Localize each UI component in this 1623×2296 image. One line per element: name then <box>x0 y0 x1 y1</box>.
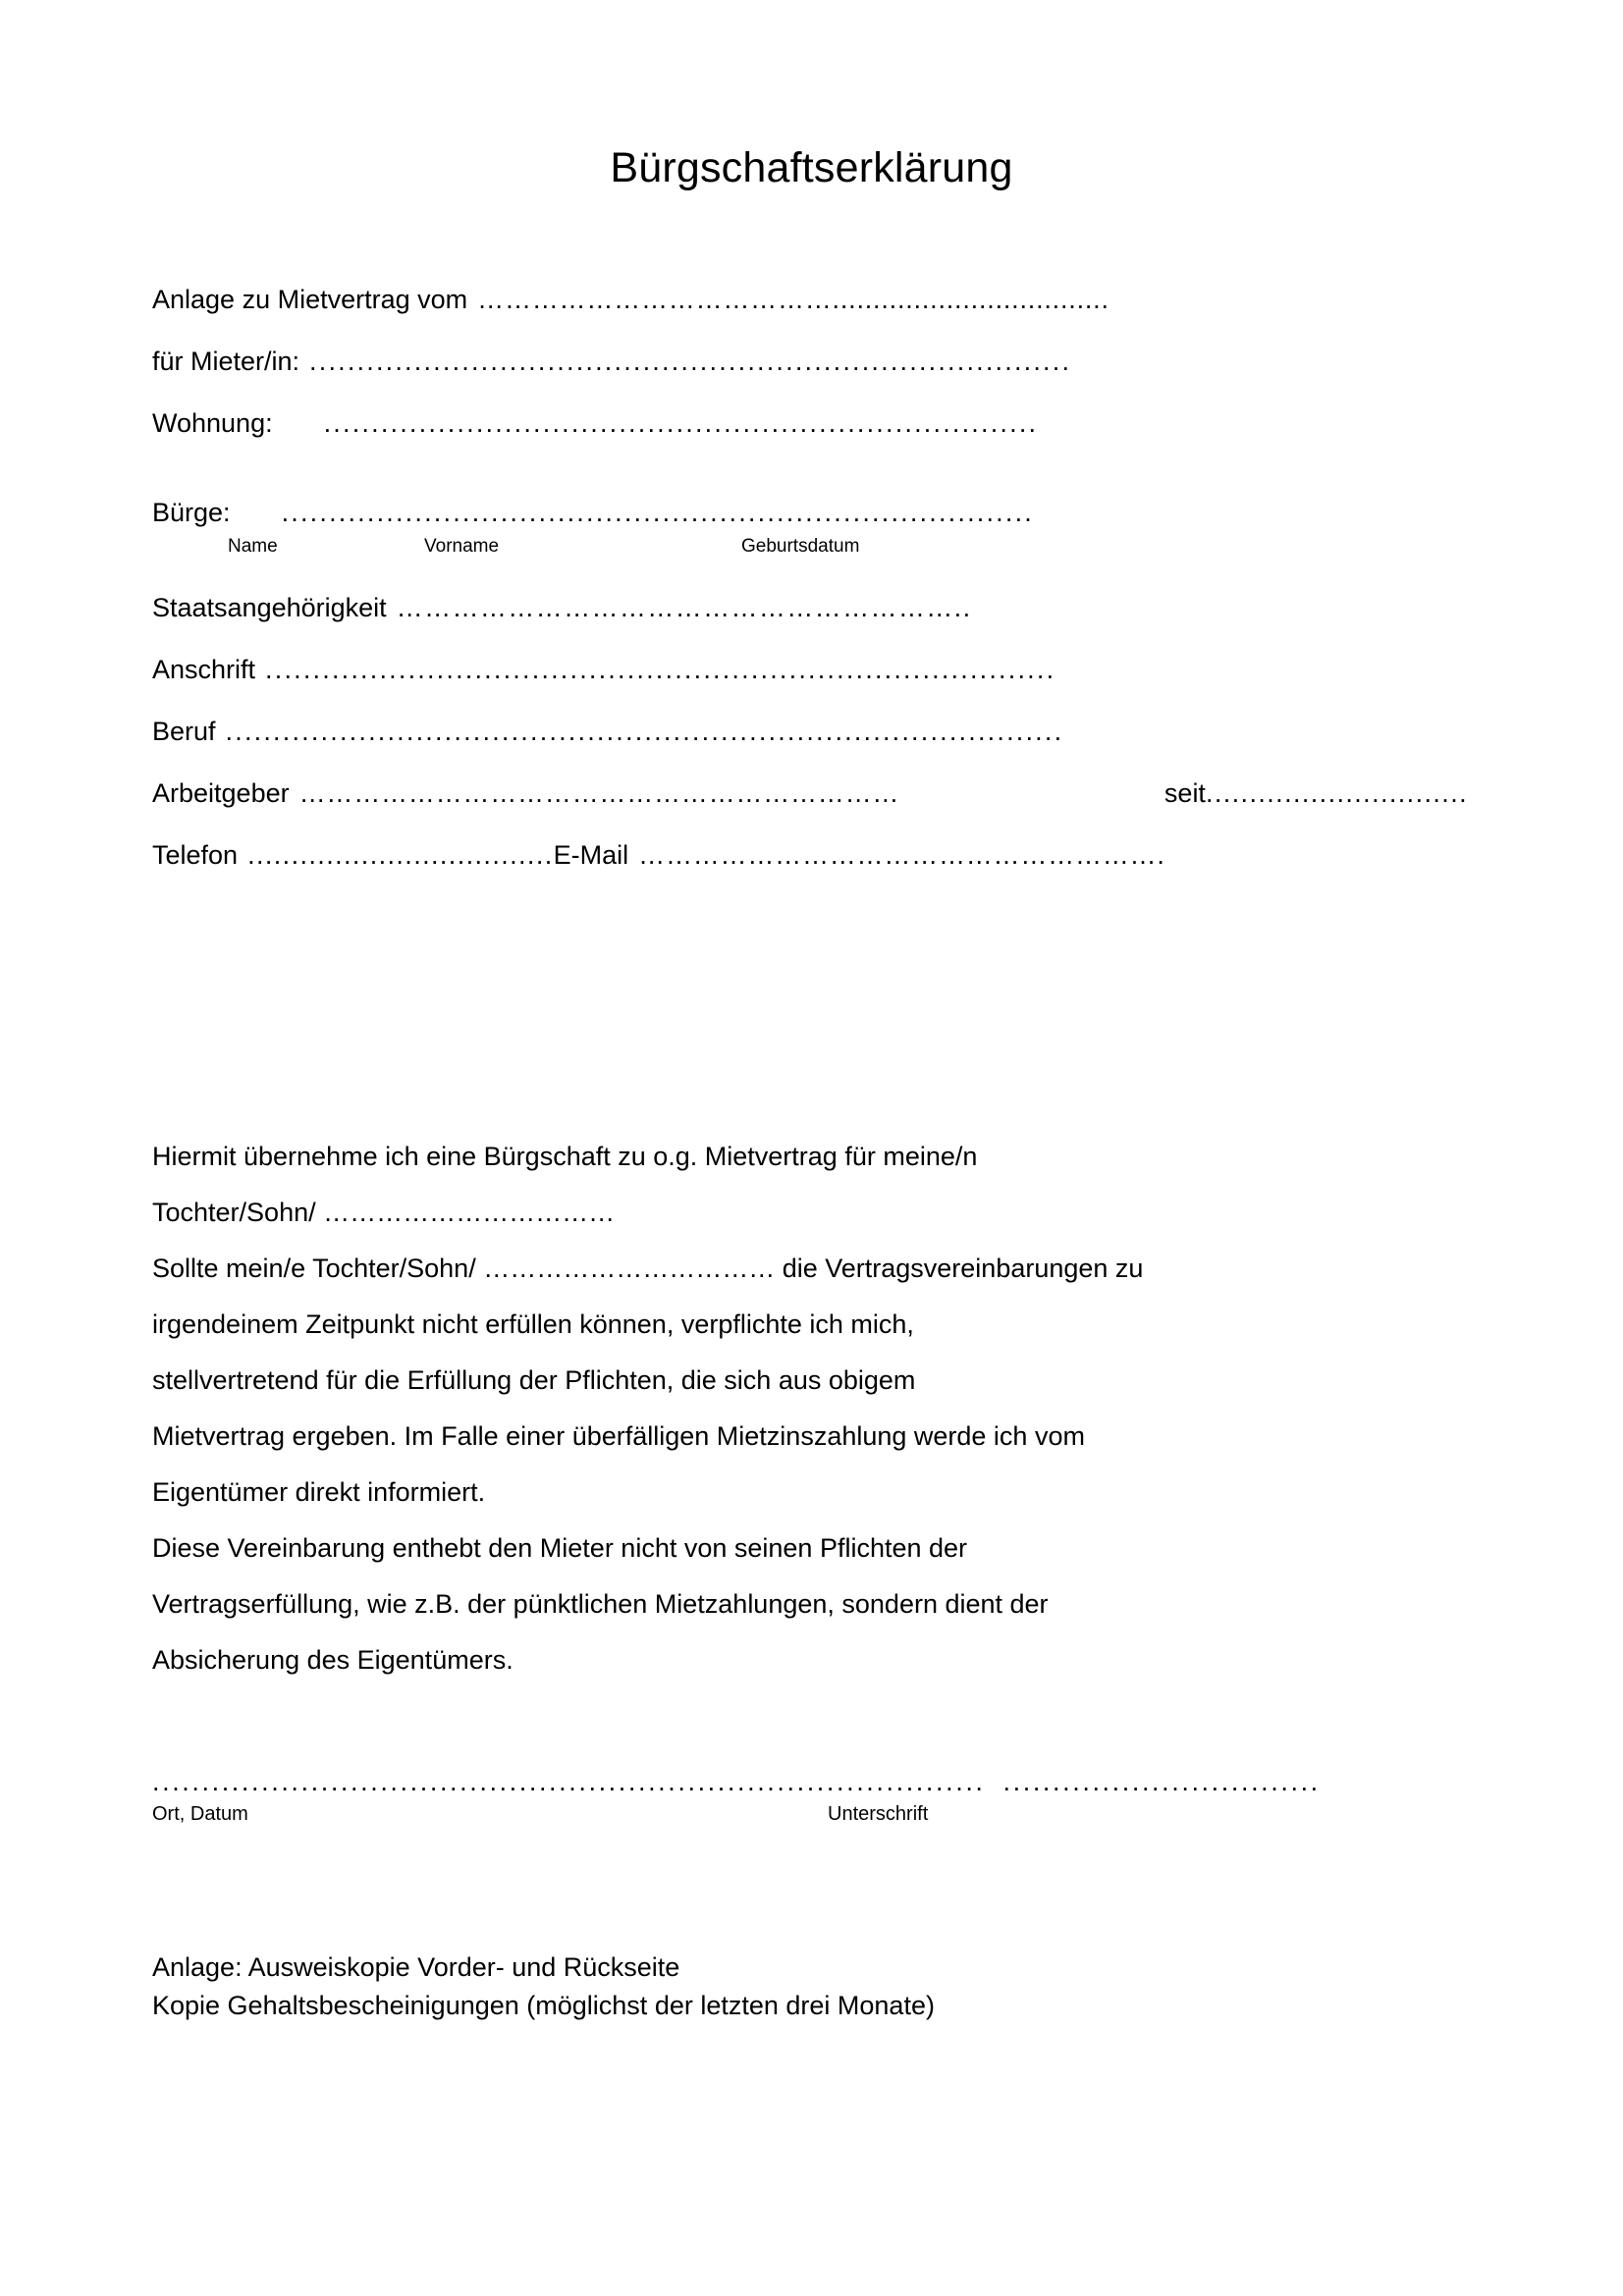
buerge-sublabels <box>152 536 1468 565</box>
label-wohnung: Wohnung: <box>152 408 273 438</box>
page-title: Bürgschaftserklärung <box>610 144 1013 191</box>
attachments-section <box>152 1949 1468 2025</box>
declaration-line: Hiermit übernehme ich eine Bürgschaft zu o.g. Mietvertrag für meine/n <box>152 1142 978 1171</box>
dotted-line-seit[interactable]: .............................. <box>1205 780 1468 807</box>
signature-lines <box>152 1769 1468 1795</box>
dotted-line-anschrift[interactable]: ................................................................................... <box>265 657 1056 683</box>
declaration-line: Sollte mein/e Tochter/Sohn/ …………………………… die Vertragsvereinbarungen zu <box>152 1254 1144 1283</box>
declaration-line: Absicherung des Eigentümers. <box>152 1645 514 1675</box>
dotted-line-telefon[interactable]: ................................... <box>247 842 554 869</box>
dotted-line-staatsangehoerigkeit[interactable]: …………………………………………………….. <box>396 595 972 621</box>
label-buerge: Bürge: <box>152 498 231 527</box>
declaration-line: Diese Vereinbarung enthebt den Mieter nicht von seinen Pflichten der <box>152 1533 968 1563</box>
label-beruf: Beruf <box>152 717 216 746</box>
dotted-line-mieter[interactable]: ................................................................................ <box>309 348 1072 375</box>
field-row-wohnung <box>152 410 1468 437</box>
declaration-text-section <box>152 1129 1478 1688</box>
signature-section <box>152 1769 1468 1831</box>
label-unterschrift: Unterschrift <box>828 1803 929 1825</box>
field-row-mieter <box>152 348 1468 375</box>
field-row-mietvertrag-datum <box>152 287 1468 313</box>
field-row-buerge <box>152 500 1468 526</box>
dotted-line-arbeitgeber[interactable]: ………………………………………………………… <box>298 780 900 807</box>
declaration-line: irgendeinem Zeitpunkt nicht erfüllen können, verpflichte ich mich, <box>152 1309 914 1339</box>
dotted-line-beruf[interactable]: ........................................................................................ <box>225 719 1064 745</box>
label-telefon: Telefon <box>152 840 239 870</box>
dotted-line-unterschrift[interactable]: ................................ <box>1002 1769 1321 1795</box>
sublabel-geburtsdatum: Geburtsdatum <box>741 536 860 557</box>
declaration-line: Tochter/Sohn/ …………………………… <box>152 1198 616 1227</box>
form-fields-section <box>152 287 1468 904</box>
field-row-anschrift <box>152 657 1468 683</box>
signature-labels <box>152 1803 1468 1831</box>
label-anlage-zu-mietvertrag: Anlage zu Mietvertrag vom <box>152 285 468 314</box>
sublabel-vorname: Vorname <box>424 536 500 557</box>
field-row-telefon-email <box>152 842 1468 869</box>
label-ort-datum: Ort, Datum <box>152 1803 248 1825</box>
label-anschrift: Anschrift <box>152 655 256 684</box>
label-fuer-mieter: für Mieter/in: <box>152 347 300 376</box>
dotted-line-email[interactable]: …………………………………………………. <box>638 842 1165 869</box>
label-email: E-Mail <box>553 840 629 870</box>
field-row-beruf <box>152 719 1468 745</box>
sublabel-name: Name <box>228 536 278 557</box>
field-row-arbeitgeber <box>152 780 1468 807</box>
dotted-line-mietvertrag-datum[interactable]: ………………………………….................................. <box>477 287 1109 313</box>
attachment-line-ausweiskopie: Anlage: Ausweiskopie Vorder- und Rückseite <box>152 1952 680 1982</box>
dotted-line-ort-datum[interactable]: .................................................................................... <box>152 1769 986 1795</box>
declaration-line: Vertragserfüllung, wie z.B. der pünktlichen Mietzahlungen, sondern dient der <box>152 1589 1049 1619</box>
declaration-line: Eigentümer direkt informiert. <box>152 1477 486 1507</box>
dotted-line-buerge[interactable]: ............................................................................... <box>281 500 1034 526</box>
label-arbeitgeber: Arbeitgeber <box>152 778 290 808</box>
dotted-line-wohnung[interactable]: ........................................................................... <box>323 410 1039 437</box>
attachment-line-gehaltsbescheinigungen: Kopie Gehaltsbescheinigungen (möglichst der letzten drei Monate) <box>152 1991 935 2020</box>
declaration-line: Mietvertrag ergeben. Im Falle einer überfälligen Mietzinszahlung werde ich vom <box>152 1421 1085 1451</box>
declaration-line: stellvertretend für die Erfüllung der Pflichten, die sich aus obigem <box>152 1365 916 1395</box>
field-row-staatsangehoerigkeit <box>152 595 1468 621</box>
label-staatsangehoerigkeit: Staatsangehörigkeit <box>152 593 387 622</box>
label-seit: seit <box>1163 778 1206 808</box>
